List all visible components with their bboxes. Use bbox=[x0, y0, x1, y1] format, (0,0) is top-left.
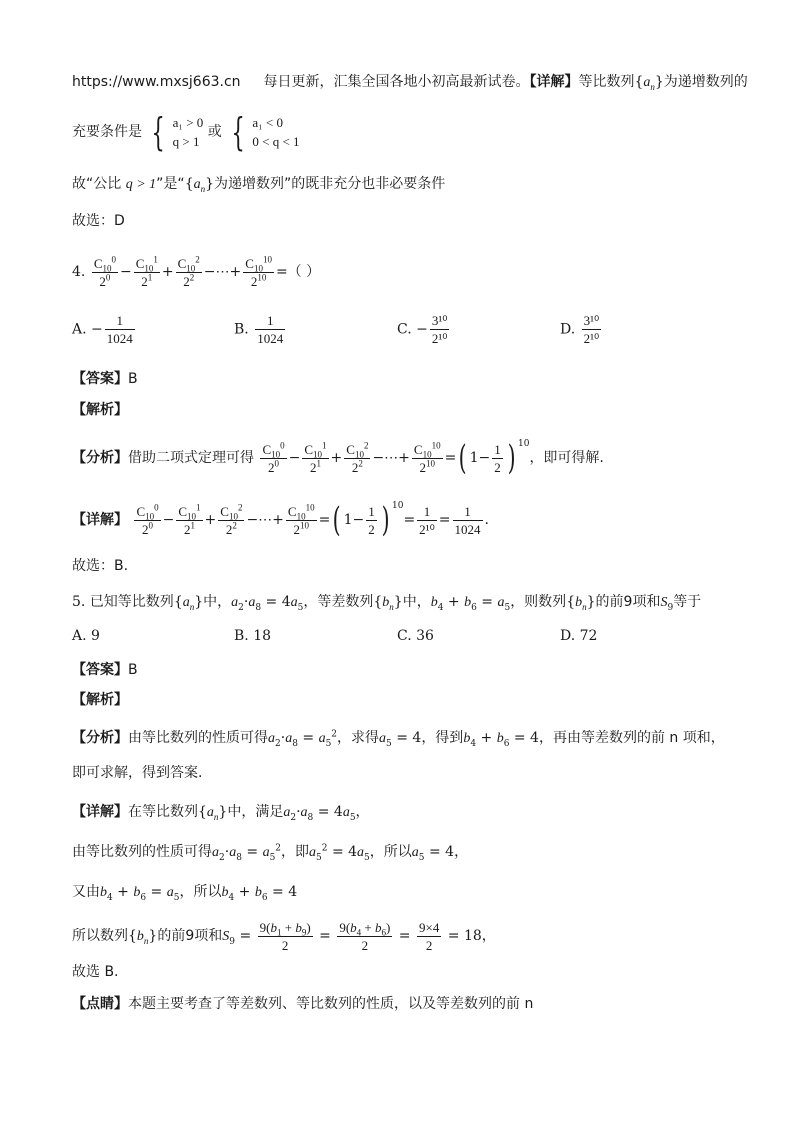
answer-tag: 【答案】 bbox=[72, 371, 128, 387]
text-fragment: ，等差数列 bbox=[303, 594, 374, 610]
text-fragment: 等于 bbox=[673, 594, 702, 610]
option-b bbox=[234, 312, 287, 347]
fraction: $\frac{C_{10}^2}{2^2}$ bbox=[220, 502, 243, 537]
option-sign: − bbox=[91, 321, 103, 338]
text-fragment: ，则数列 bbox=[510, 594, 567, 610]
text-fragment: ，再由等差数列的前 n 项和， bbox=[538, 730, 725, 746]
text-fragment: ， bbox=[481, 928, 496, 944]
option-fraction bbox=[582, 312, 602, 347]
numerator: 1 bbox=[105, 312, 135, 330]
condition: q > 1 bbox=[172, 134, 200, 149]
text-fragment: ，得到 bbox=[421, 730, 464, 746]
brace: { bbox=[231, 110, 245, 154]
fraction: $\frac{C_{10}^1}{2^1}$ bbox=[304, 440, 327, 475]
condition: 0 < q < 1 bbox=[252, 134, 300, 149]
fraction bbox=[453, 503, 483, 538]
fraction: $\frac{1}{2}$ bbox=[368, 503, 375, 537]
detail-subtag: 【详解】 bbox=[72, 804, 128, 820]
option-label: D. bbox=[560, 628, 576, 644]
fraction: $\frac{C_{10}^1}{2^1}$ bbox=[135, 254, 158, 289]
fraction: $\frac{C_{10}^0}{2^0}$ bbox=[93, 254, 116, 289]
text-fragment: ，即可得解. bbox=[529, 450, 604, 466]
question-number: 4. bbox=[72, 264, 86, 280]
answer-value: B bbox=[128, 371, 138, 387]
numerator: 1 bbox=[417, 503, 437, 521]
math-inline: q > 1 bbox=[125, 177, 157, 192]
question-number: 5. bbox=[72, 594, 86, 610]
denominator: 2¹⁰ bbox=[431, 331, 448, 346]
option-label: C. bbox=[397, 628, 412, 644]
option-a bbox=[72, 628, 100, 644]
remark-text: 本题主要考查了等差数列、等比数列的性质，以及等差数列的前 n bbox=[128, 996, 534, 1012]
question-4-stem: 4. $\frac{C_{10}^0}{2^0}$ − $\frac{C_{10}^1}{2^1}$ + $\frac{C_{10}^2}{2^2}$ −⋯+ $\frac{C_{10}^{10}}{2^{10}}$ =（ ） bbox=[72, 254, 321, 289]
remark-tag: 【点睛】 bbox=[72, 996, 128, 1012]
fraction: $\frac{C_{10}^0}{2^0}$ bbox=[262, 440, 285, 475]
numerator: 3¹⁰ bbox=[431, 313, 448, 328]
text-fragment: 或 bbox=[207, 124, 222, 140]
answer-blank: =（ ） bbox=[275, 264, 321, 280]
option-fraction bbox=[105, 312, 135, 347]
text-fragment: 为递增数列”的既非充分也非必要条件 bbox=[214, 176, 446, 192]
option-value: 18 bbox=[253, 628, 272, 644]
option-value: 36 bbox=[416, 628, 434, 644]
brace: { bbox=[151, 110, 166, 154]
denominator: 1024 bbox=[454, 521, 481, 537]
question-5-stem: 5. 已知等比数列$\{a_n\}$中，$a_2\cdot a_8 = 4a_5$，等差数列$\{b_n\}$中，$b_4 + b_6 = a_5$，则数列$\{b_n\}$的前9项和$S_9$等于 bbox=[72, 594, 702, 613]
text-fragment: ， bbox=[454, 844, 469, 860]
answer-tag: 【答案】 bbox=[72, 662, 128, 678]
text-fragment: 在等比数列 bbox=[128, 804, 198, 820]
option-d bbox=[560, 312, 603, 347]
option-label: C. bbox=[397, 321, 412, 338]
option-label: A. bbox=[72, 321, 87, 338]
text-fragment: 中， bbox=[203, 594, 232, 610]
header-line bbox=[72, 72, 748, 93]
condition-system-2 bbox=[252, 113, 299, 151]
denominator: 2¹⁰ bbox=[419, 521, 435, 537]
analysis-subtag: 【分析】 bbox=[72, 730, 128, 746]
fraction: $\frac{9(b_1 + b_9)}{2}$ bbox=[259, 919, 311, 953]
text-fragment: 由等比数列的性质可得 bbox=[128, 730, 268, 746]
question-5-analysis-2: 即可求解，得到答案. bbox=[72, 765, 203, 781]
text-fragment: 所以数列 bbox=[72, 928, 128, 944]
detail-subtag: 【详解】 bbox=[72, 512, 128, 528]
text-fragment: 故“公比 bbox=[72, 176, 122, 192]
option-value: 9 bbox=[91, 628, 100, 644]
text-fragment: ，求得 bbox=[337, 730, 380, 746]
option-label: A. bbox=[72, 628, 87, 644]
fraction: $\frac{C_{10}^0}{2^0}$ bbox=[136, 502, 159, 537]
conclusion-line bbox=[72, 174, 445, 195]
fraction: $\frac{1}{2}$ bbox=[494, 441, 501, 475]
question-5-detail-1: 【详解】在等比数列$\{a_n\}$中，满足$a_2\cdot a_8 = 4a_5$， bbox=[72, 804, 370, 823]
fraction: $\frac{9(b_4 + b_6)}{2}$ bbox=[339, 919, 391, 953]
text-fragment: 的前9项和 bbox=[595, 594, 661, 610]
question-5-choose: 故选 B. bbox=[72, 964, 119, 980]
text-fragment: 由等比数列的性质可得 bbox=[72, 844, 212, 860]
text-fragment: 中， bbox=[402, 594, 431, 610]
fraction bbox=[417, 503, 437, 538]
source-slogan: 每日更新，汇集全国各地小初高最新试卷。 bbox=[263, 74, 530, 90]
condition: a₁ > 0 bbox=[172, 115, 204, 130]
fraction: $\frac{9\times 4}{2}$ bbox=[418, 919, 440, 953]
option-fraction bbox=[255, 312, 285, 347]
option-label: B. bbox=[234, 321, 249, 338]
option-a bbox=[72, 312, 137, 347]
answer-value: B bbox=[128, 662, 138, 678]
numerator: 1 bbox=[255, 312, 285, 330]
choice-line: 故选：D bbox=[72, 213, 125, 229]
question-5-remark bbox=[72, 994, 533, 1014]
text-fragment: ， bbox=[355, 804, 370, 820]
option-c bbox=[397, 312, 451, 347]
analysis-tag: 【解析】 bbox=[72, 402, 128, 418]
fraction: $\frac{C_{10}^{10}}{2^{10}}$ bbox=[413, 440, 441, 475]
question-5-detail-3: 又由$b_4 + b_6 = a_5$，所以$b_4 + b_6 = 4$ bbox=[72, 884, 298, 903]
analysis-subtag: 【分析】 bbox=[72, 450, 128, 466]
option-label: D. bbox=[560, 321, 576, 338]
option-sign: − bbox=[416, 321, 428, 338]
denominator: 1024 bbox=[106, 331, 133, 346]
condition: a₁ < 0 bbox=[252, 115, 284, 130]
text-fragment: 充要条件是 bbox=[72, 124, 142, 140]
question-5-detail-2: 由等比数列的性质可得$a_2\cdot a_8 = a_5^2$，即$a_5^2 = 4a_5$，所以$a_5 = 4$， bbox=[72, 843, 469, 863]
numerator: 1 bbox=[453, 503, 483, 521]
fraction: $\frac{C_{10}^{10}}{2^{10}}$ bbox=[287, 502, 315, 537]
condition-line bbox=[72, 110, 300, 154]
question-4-choose: 故选：B. bbox=[72, 558, 129, 574]
text-fragment: 又由 bbox=[72, 884, 100, 900]
text-fragment: ”是“ bbox=[156, 176, 185, 192]
text-fragment: 为递增数列的 bbox=[663, 74, 748, 90]
text-fragment: ，所以 bbox=[179, 884, 222, 900]
option-b bbox=[234, 628, 271, 644]
question-5-analysis-1: 【分析】由等比数列的性质可得$a_2\cdot a_8 = a_5^2$，求得$a_5 = 4$，得到$b_4 + b_6 = 4$，再由等差数列的前 n 项和， bbox=[72, 729, 725, 749]
text-fragment: 已知等比数列 bbox=[89, 594, 174, 610]
question-5-answer bbox=[72, 660, 138, 680]
text-fragment: 等比数列 bbox=[578, 74, 635, 90]
option-d bbox=[560, 628, 597, 644]
fraction: $\frac{C_{10}^2}{2^2}$ bbox=[177, 254, 200, 289]
option-fraction bbox=[430, 312, 450, 347]
question-4-detail: 【详解】 $\frac{C_{10}^0}{2^0}$ − $\frac{C_{10}^1}{2^1}$ + $\frac{C_{10}^2}{2^2}$ −⋯+ $\frac{C_{10}^{10}}{2^{10}}$ =( 1− $\frac{1}{2}$ ) $^{10}$= $\frac{1}{\text{2¹⁰}}$ = $\frac{1}{1024}$ . bbox=[72, 500, 489, 540]
question-5-detail-4: 所以数列$\{b_n\}$的前9项和$S_9$ = $\frac{9(b_1 + b_9)}{2}$ = $\frac{9(b_4 + b_6)}{2}$ = $\frac{9\times 4}{2}$ = 18， bbox=[72, 919, 496, 953]
option-value: 72 bbox=[579, 628, 598, 644]
math-seq-an: $\{a_n\}$ bbox=[184, 176, 215, 194]
text-fragment: 中，满足 bbox=[227, 804, 284, 820]
math-seq-an: $\{a_n\}$ bbox=[634, 74, 664, 92]
fraction: $\frac{C_{10}^1}{2^1}$ bbox=[178, 502, 201, 537]
fraction: $\frac{C_{10}^{10}}{2^{10}}$ bbox=[245, 254, 272, 289]
denominator: 1024 bbox=[257, 331, 284, 346]
denominator: 2¹⁰ bbox=[583, 331, 600, 346]
detail-tag: 【详解】 bbox=[529, 74, 579, 90]
option-label: B. bbox=[234, 628, 249, 644]
source-url: https://www.mxsj663.cn bbox=[72, 74, 241, 90]
numerator: 3¹⁰ bbox=[583, 313, 600, 328]
text-fragment: ，所以 bbox=[369, 844, 412, 860]
analysis-tag: 【解析】 bbox=[72, 692, 128, 708]
question-4-answer bbox=[72, 369, 138, 389]
text-fragment: 借助二项式定理可得 bbox=[128, 450, 254, 466]
question-4-analysis: 【分析】借助二项式定理可得 $\frac{C_{10}^0}{2^0}$ − $\frac{C_{10}^1}{2^1}$ + $\frac{C_{10}^2}{2^2}$ −⋯+ $\frac{C_{10}^{10}}{2^{10}}$ =( 1− $\frac{1}{2}$ ) $^{10}$，即可得解. bbox=[72, 438, 604, 478]
option-c bbox=[397, 628, 434, 644]
text-fragment: ，即 bbox=[281, 844, 310, 860]
text-fragment: 的前9项和 bbox=[157, 928, 223, 944]
condition-system-1 bbox=[173, 113, 204, 151]
fraction: $\frac{C_{10}^2}{2^2}$ bbox=[346, 440, 369, 475]
